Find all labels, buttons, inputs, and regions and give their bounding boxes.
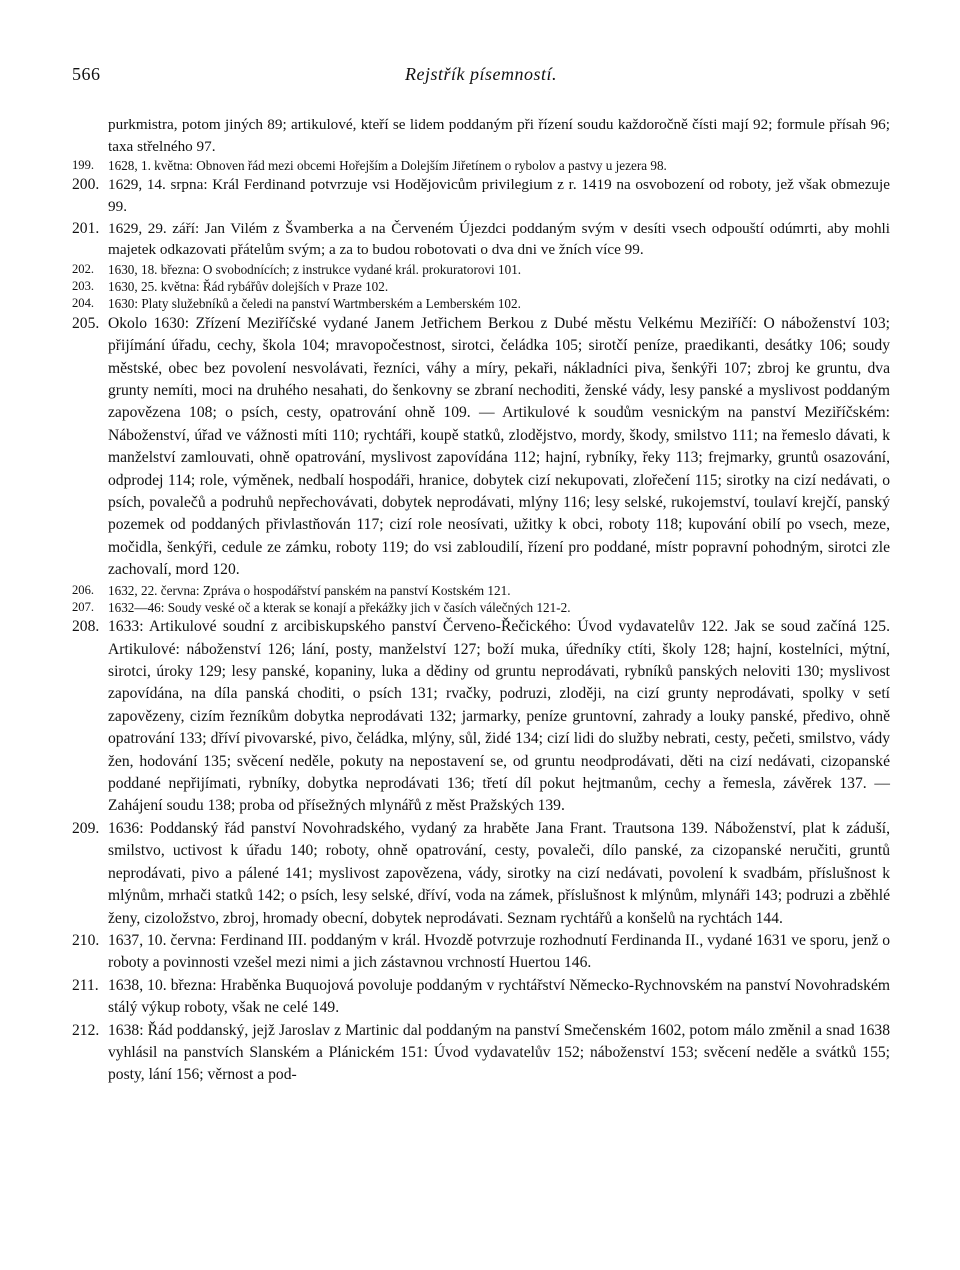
entry-text: 1638, 10. března: Hraběnka Buquojová povoluje poddaným v rychtářství Německo-Rychnovském na panství Novohradském stálý výkup roboty, však ne celé 149. (108, 976, 890, 1017)
entry-number: 209. (72, 819, 100, 837)
entry-text: 1629, 29. září: Jan Vilém z Švamberka a na Červeném Újezdci poddaným svým v desíti vsech odpouští odúmrti, aby mohli majetek odkazovati přátelům svým; a za to budou robotovati o dva dni ve žních více 99. (108, 219, 890, 259)
register-entry (72, 157, 890, 174)
entry-text: purkmistra, potom jiných 89; artikulové, kteří se lidem poddaným při řízení soudu každoročně čísti mají 92; formule přísah 96; taxa střelného 97. (108, 116, 890, 155)
register-entry (72, 218, 890, 261)
register-entry (72, 582, 890, 599)
register-entry (72, 278, 890, 295)
entry-number: 206. (72, 582, 95, 597)
entry-number: 211. (72, 976, 99, 994)
entry-number: 201. (72, 219, 100, 237)
register-entry (72, 599, 890, 616)
page-header (72, 64, 890, 88)
register-entry (72, 818, 890, 930)
entry-text: Okolo 1630: Zřízení Meziříčské vydané Janem Jetřichem Berkou z Dubé městu Velkému Meziříčí: O náboženství 103; přijímání úřadu, cechy, škola 104; mravopočestnost, sirotci, čeládka 105; sirotčí peníze, praedikanti, desátky 106; soudy městské, obec bez povolení nesvolávati, řezníci, váhy a míry, pekaři, nákladníci piva, šenkýři 107; zbroj ke gruntu, dva grunty nemíti, moci na druhého nesahati, do šenkovny se zbraní nechoditi, ženské vády, lesy panské a myslivost poddaným zapovězena 108; o psích, cesty, opatrování ohně 109. — Artikulové k soudům vesnickým na panství Meziříčském: Náboženství, úřad ve vážnosti míti 110; rychtáři, koupě statků, zlodějstvo, mordy, škody, smilstvo 111; na řemeslo dávati, k manželství zamlouvati, ohně opatrování, myslivost zapovídána 112; hajní, rybníky, řeky 113; frejmarky, gruntů osazování, odprodej 114; role, výměnek, nedbalí hospodáři, hranice, dobytek cizí nekupovati, zlořečení 115; sirotky na cizí nedávati, o psích, povalečů a podruhů nepřechovávati, dobytek neprodávati, mlýny 116; lesy selské, rukojemství, toulaví krejčí, panský pozemek od poddaných přivlastňován 117; cizí role neosívati, užitky k obci, roboty 118; kupování obilí po vsech, meze, močidla, šenkýři, cedule ze zámku, roboty 119; do vsi zabloudilí, řízení pro poddané, místr popravní pohodným, sirotci zle zachovalí, mord 120. (108, 314, 890, 579)
entry-text: 1628, 1. května: Obnoven řád mezi obcemi Hořejším a Dolejším Jiřetínem o rybolov a pastvy u jezera 98. (108, 158, 667, 174)
entry-text: 1630, 18. března: O svobodnících; z instrukce vydané král. prokuratorovi 101. (108, 261, 522, 277)
register-entry (72, 295, 890, 312)
entry-text: 1633: Artikulové soudní z arcibiskupského panství Červeno-Řečického: Úvod vydavatelův 122. Jak se soud začíná 125. Artikulové: náboženství 126; lání, posty, manželství 127; boží muka, úředníky ctíti, školy 128; hajní, kostelníci, mýtní, sirotci, úroky 129; lesy panské, kopaniny, luka a dědiny od gruntu neprodávati, rybníků panských neloviti 130; myslivost zapovídána, na díla panská choditi, o psích 131; rvačky, podruzi, zloději, na cizí grunty neprodávati, spolky v setí zapovězeny, cizím řezníkům dobytka neprodávati 132; jarmarky, peníze gruntovní, zahrady a louky panské, předivo, ohně opatrování 133; dříví pivovarské, pivo, čeládka, mlýny, sůl, židé 134; cizí lidi do služby nebrati, cesty, pečeti, smilstvo, vády žen, hodování 135; svěcení neděle, pokuty na nepostavení se, od gruntu neodprodávati, děti na cizí nedávati, cizopanské poddané nepřijímati, rybníky, dobytka neprodávati 136; třetí díl pokut hejtmanům, cechy a řemesla, závěrek 137. — Zahájení soudu 138; proba od přísežných mlynářů z měst Pražských 139. (108, 618, 890, 815)
entry-number: 207. (72, 599, 95, 614)
register-entry (72, 1020, 890, 1087)
entry-text: 1629, 14. srpna: Král Ferdinand potvrzuje vsi Hodějovicům privilegium z r. 1419 na osvobození od roboty, jež však obmezuje 99. (108, 176, 890, 216)
entry-text: 1632—46: Soudy veské oč a kterak se konají a překážky jich v časích válečných 121-2. (108, 599, 571, 615)
entry-number: 204. (72, 296, 95, 311)
register-entry (72, 975, 890, 1020)
entry-text: 1636: Poddanský řád panství Novohradského, vydaný za hraběte Jana Frant. Trautsona 139. Náboženství, plat k záduší, smilstvo, uctivost k úřadu 140; roboty, ohně opatrování, cesty, povaleči, dílo panské, za cizopanské neručiti, gruntů neprodávati, pivo a pálené 141; myslivost zapovězena, vády, sirotky na cizí nedávati, povolení k svadbám, příslušnost k mlýnům, mrhači statků 142; o psích, lesy selské, dříví, voda na zámek, příslušnost k mlýnům, mlynáři 143; podruzi a zběhlé ženy, cizoložstvo, zbroj, hromady obecní, dobytek neprodávati. Seznam rychtářů a konšelů na rychtách 144. (108, 819, 890, 927)
entry-number: 208. (72, 618, 100, 636)
register-entry (72, 616, 890, 818)
entry-number: 200. (72, 176, 100, 194)
register-entry (72, 261, 890, 278)
entry-text: 1632, 22. června: Zpráva o hospodářství panském na panství Kostském 121. (108, 582, 511, 598)
register-entries (72, 114, 890, 1087)
page-number: 566 (72, 64, 101, 84)
entry-text: 1630: Platy služebníků a čeledi na panství Wartmberském a Lemberském 102. (108, 296, 521, 312)
register-entry (72, 313, 890, 582)
entry-number: 212. (72, 1021, 100, 1039)
register-entry (72, 930, 890, 975)
entry-number: 202. (72, 261, 95, 276)
register-entry (72, 174, 890, 217)
entry-number: 205. (72, 314, 100, 332)
entry-text: 1638: Řád poddanský, jejž Jaroslav z Martinic dal poddaným na panství Smečenském 1602, potom málo změnil a snad 1638 vyhlásil na panstvích Slanském a Plánickém 151: Úvod vydavatelův 152; náboženství 153; svěcení neděle a svátků 155; posty, lání 156; věrnost a pod- (108, 1021, 890, 1084)
entry-text: 1630, 25. května: Řád rybářův dolejších v Praze 102. (108, 279, 389, 295)
entry-number: 210. (72, 931, 100, 949)
entry-number: 203. (72, 279, 95, 294)
entry-text: 1637, 10. června: Ferdinand III. poddaným v král. Hvozdě potvrzuje rozhodnutí Ferdinanda II., vydané 1631 ve sporu, jenž o roboty a povinnosti vzešel mezi nimi a jich zástavnou vrchností Huertou 146. (108, 931, 890, 972)
running-title: Rejstřík písemností. (405, 64, 557, 84)
entry-number: 199. (72, 158, 95, 173)
register-entry (72, 114, 890, 157)
